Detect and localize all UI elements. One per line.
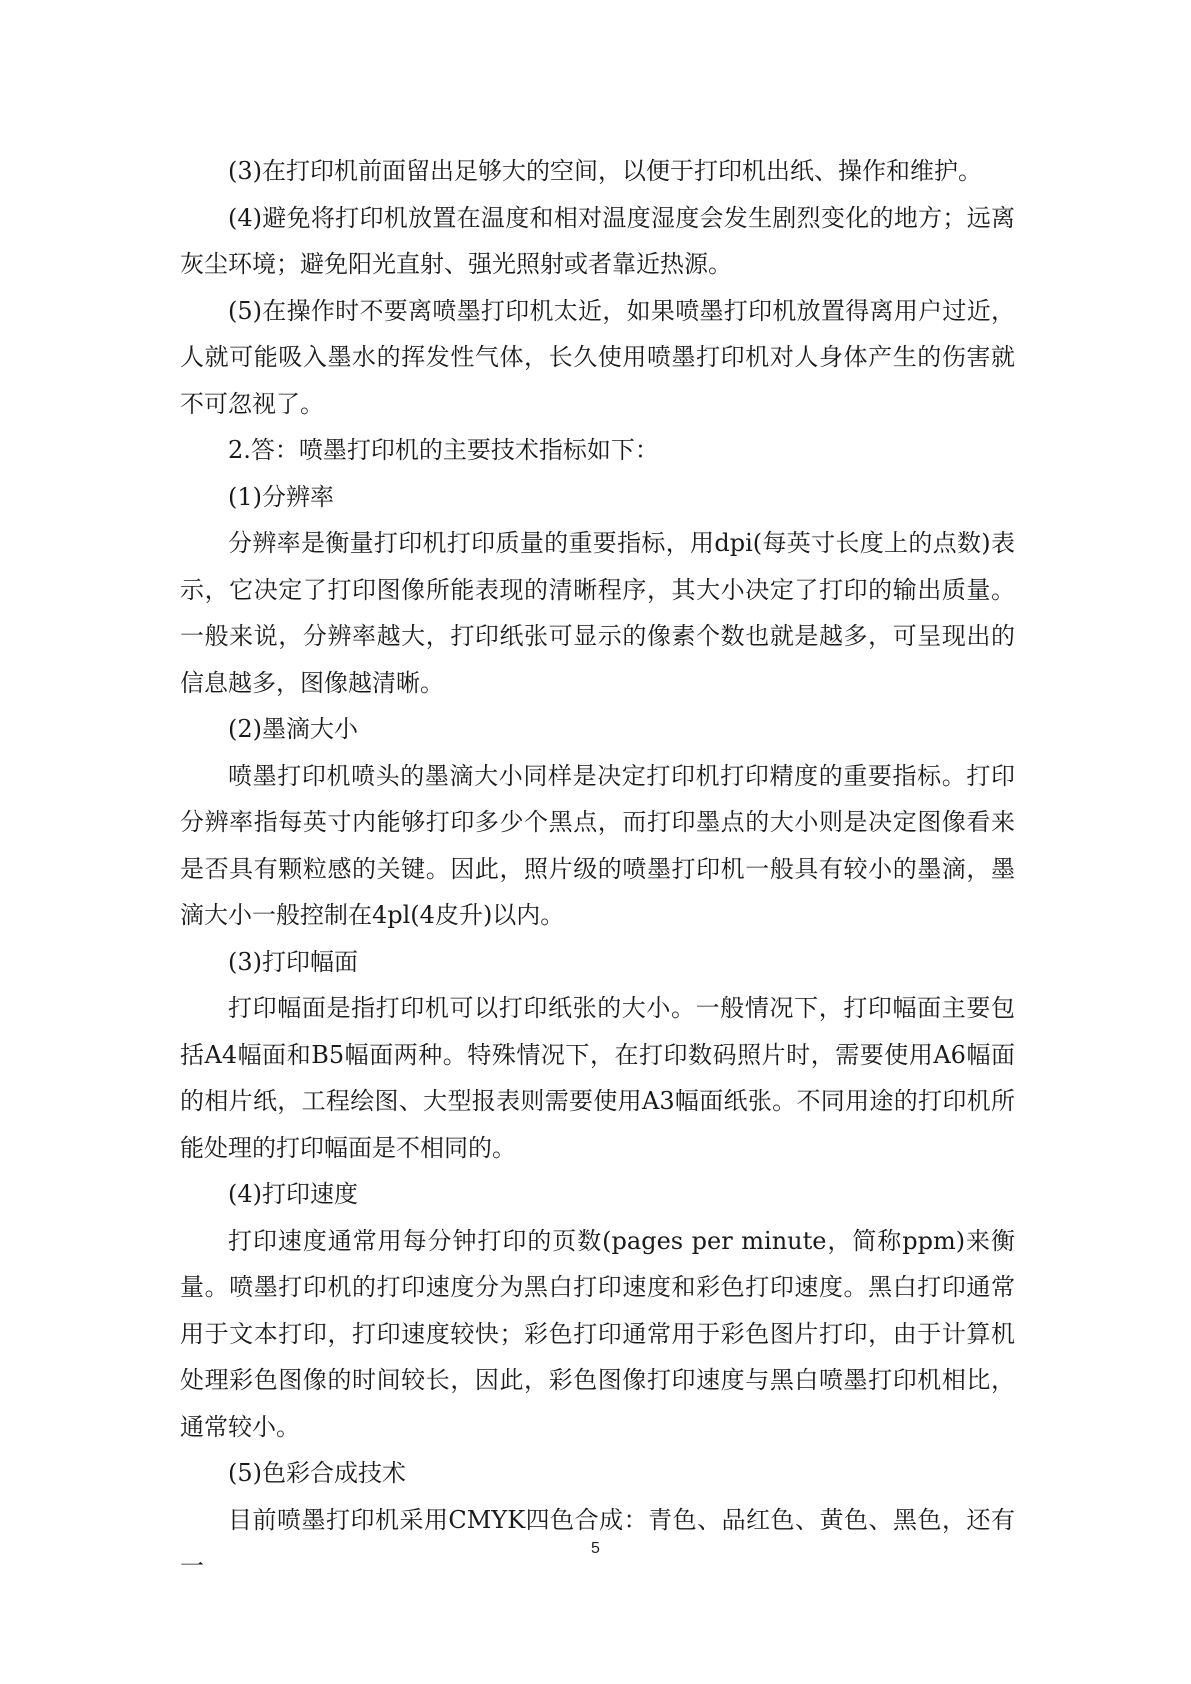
paragraph-print-speed: 打印速度通常用每分钟打印的页数(pages per minute，简称ppm)来衡量。喷墨打印机的打印速度分为黑白打印速度和彩色打印速度。黑白打印通常用于文本打印，打印速度较快；彩色打印通常用于彩色图片打印，由于计算机处理彩色图像的时间较长，因此，彩色图像打印速度与黑白喷墨打印机相比，通常较小。 <box>180 1226 1015 1441</box>
paragraph-avoid-temperature-change: (4)避免将打印机放置在温度和相对温度湿度会发生剧烈变化的地方；远离灰尘环境；避免阳光直射、强光照射或者靠近热源。 <box>180 203 1015 278</box>
body-text <box>180 148 1015 1590</box>
page-number: 5 <box>591 1540 600 1557</box>
heading-droplet-size: (2)墨滴大小 <box>228 715 358 743</box>
paragraph-print-format: 打印幅面是指打印机可以打印纸张的大小。一般情况下，打印幅面主要包括A4幅面和B5幅面两种。特殊情况下，在打印数码照片时，需要使用A6幅面的相片纸，工程绘图、大型报表则需要使用A3幅面纸张。不同用途的打印机所能处理的打印幅面是不相同的。 <box>180 994 1015 1162</box>
heading-print-format: (3)打印幅面 <box>228 947 358 976</box>
paragraph-printer-front-space: (3)在打印机前面留出足够大的空间，以便于打印机出纸、操作和维护。 <box>228 157 982 185</box>
heading-color-synthesis: (5)色彩合成技术 <box>228 1459 406 1487</box>
heading-print-speed: (4)打印速度 <box>228 1180 358 1208</box>
paragraph-color-synthesis: 目前喷墨打印机采用CMYK四色合成：青色、品红色、黄色、黑色，还有一 <box>180 1505 1015 1580</box>
paragraph-answer-2-intro: 2.答：喷墨打印机的主要技术指标如下： <box>228 436 659 464</box>
paragraph-resolution: 分辨率是衡量打印机打印质量的重要指标，用dpi(每英寸长度上的点数)表示，它决定了打印图像所能表现的清晰程序，其大小决定了打印的输出质量。一般来说，分辨率越大，打印纸张可显示的像素个数也就是越多，可呈现出的信息越多，图像越清晰。 <box>180 529 1015 697</box>
paragraph-distance-from-printer: (5)在操作时不要离喷墨打印机太近，如果喷墨打印机放置得离用户过近，人就可能吸入墨水的挥发性气体，长久使用喷墨打印机对人身体产生的伤害就不可忽视了。 <box>180 296 1015 418</box>
paragraph-droplet-size: 喷墨打印机喷头的墨滴大小同样是决定打印机打印精度的重要指标。打印分辨率指每英寸内能够打印多少个黑点，而打印墨点的大小则是决定图像看来是否具有颗粒感的关键。因此，照片级的喷墨打印机一般具有较小的墨滴，墨滴大小一般控制在4pl(4皮升)以内。 <box>180 761 1015 929</box>
heading-resolution: (1)分辨率 <box>228 482 334 511</box>
